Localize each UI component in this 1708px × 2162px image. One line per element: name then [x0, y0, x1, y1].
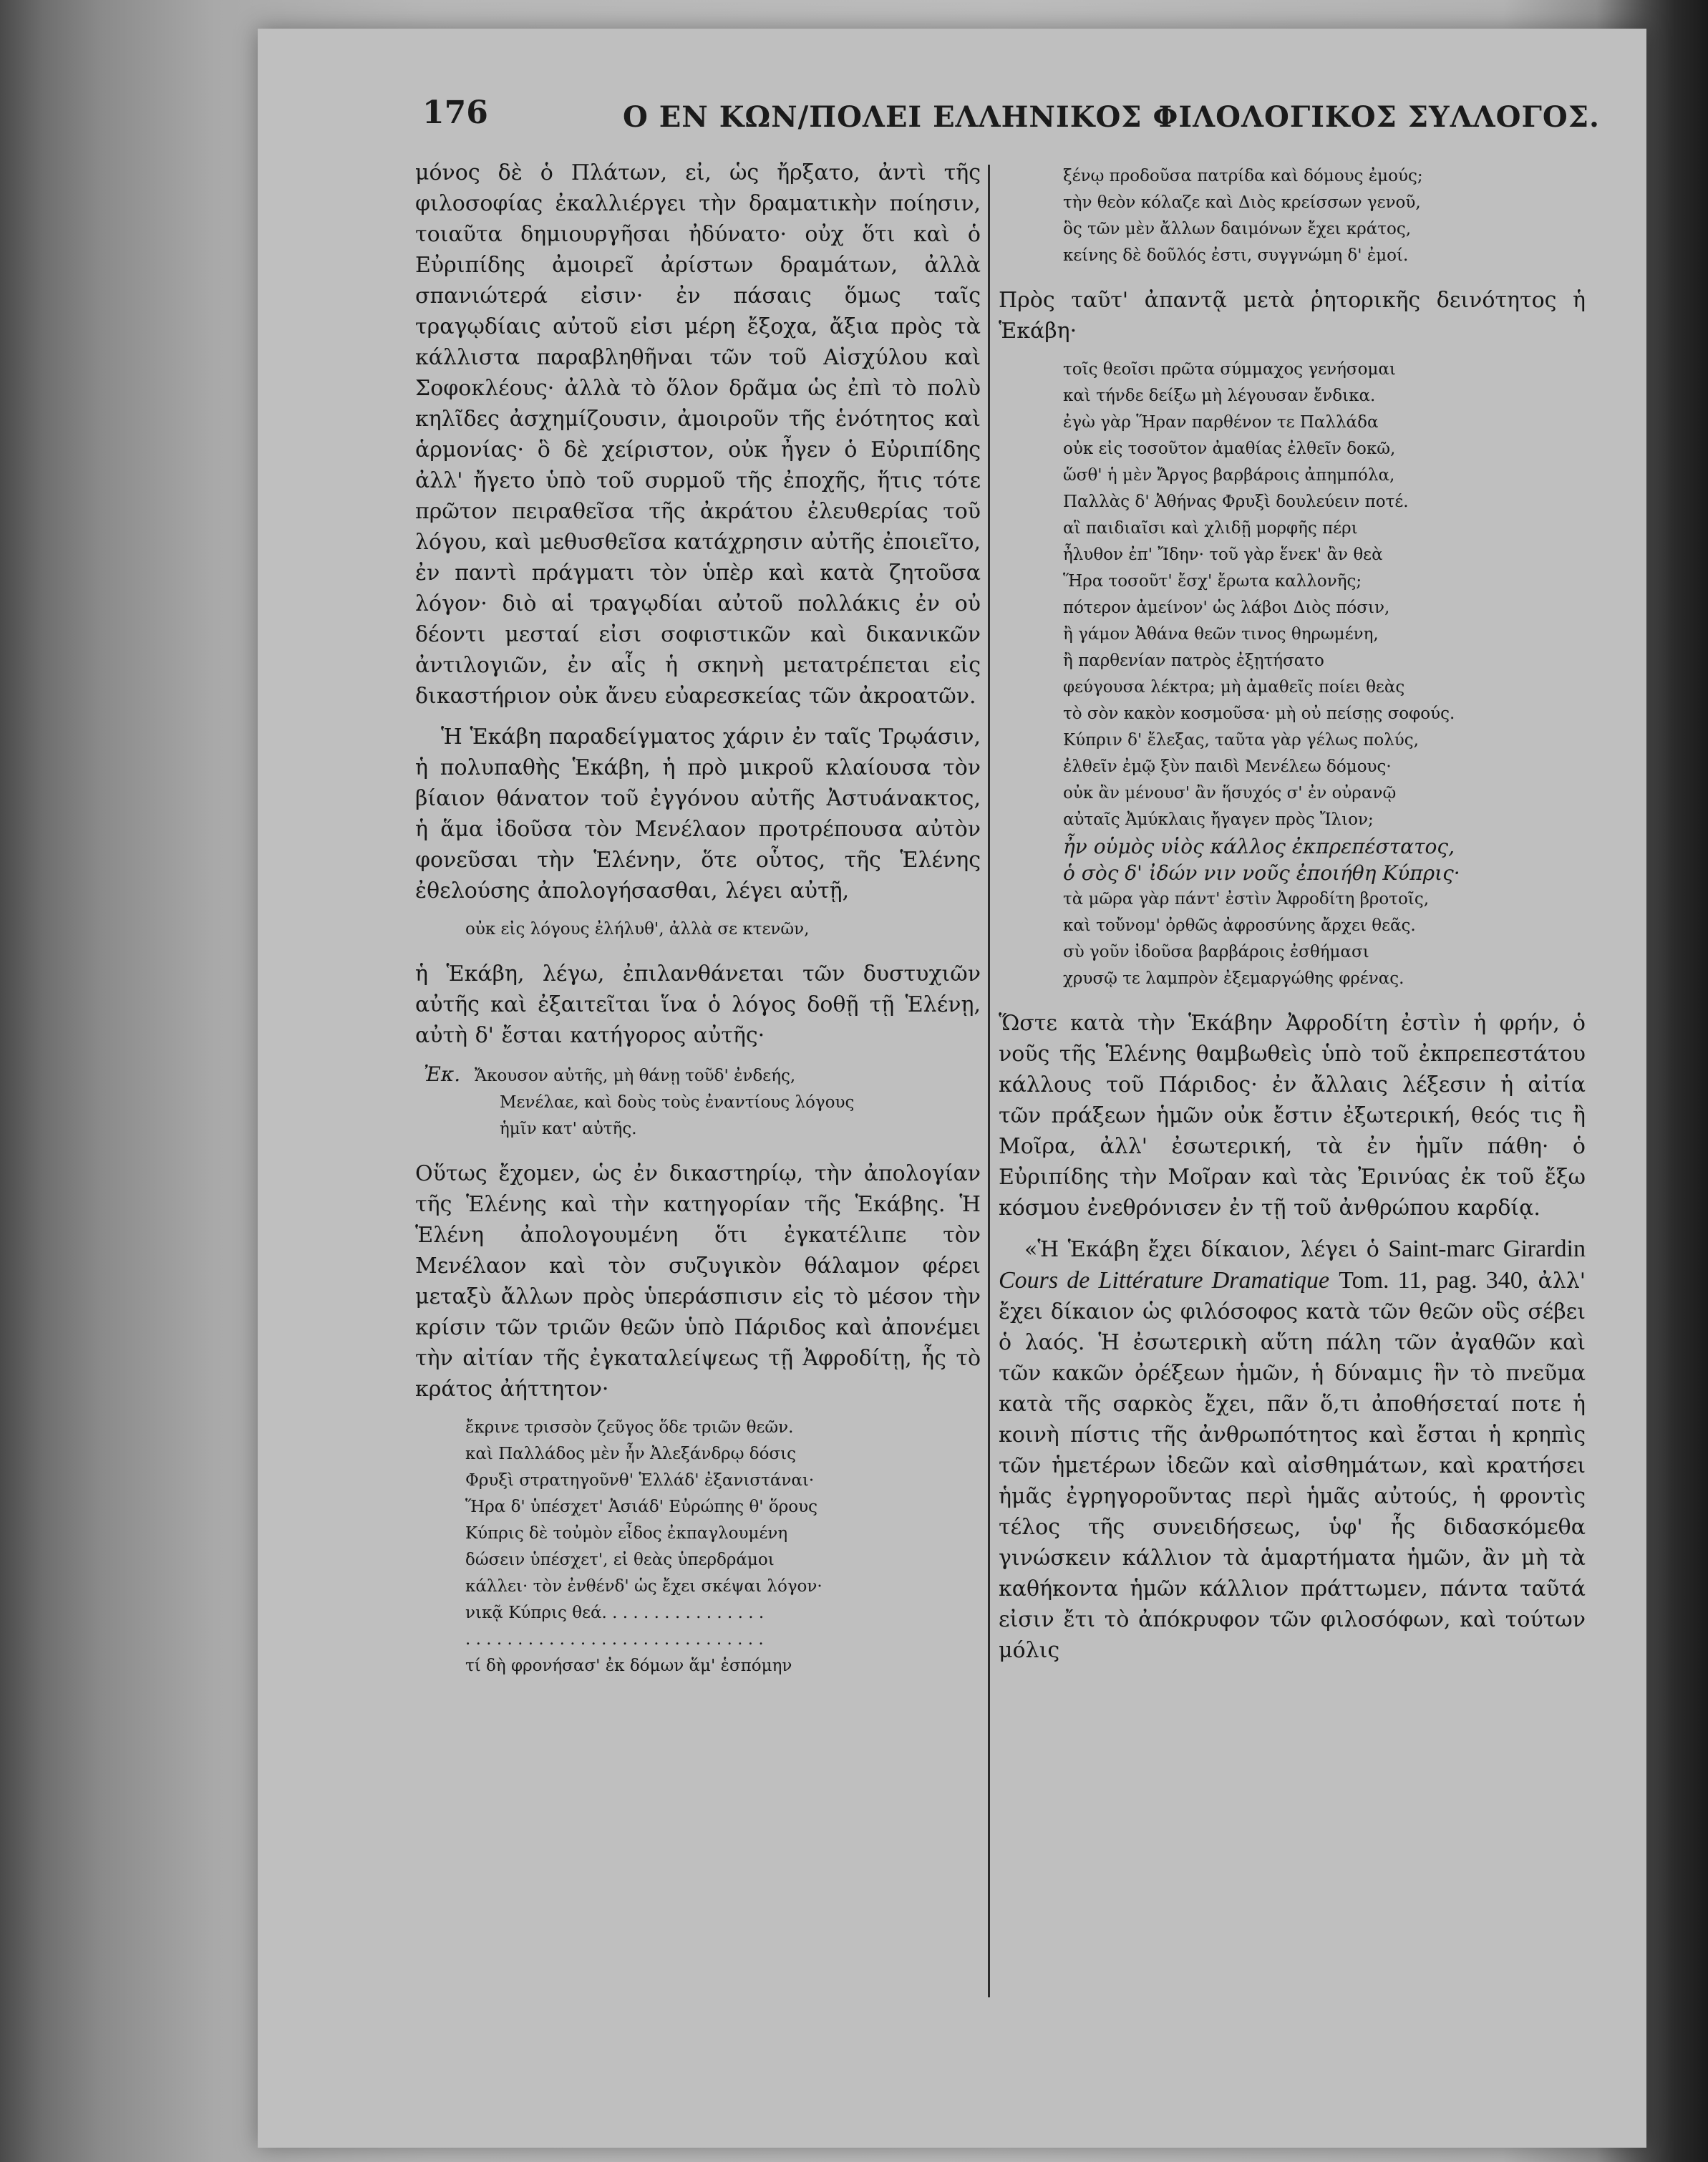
verse-line: τὰ μῶρα γὰρ πάντ' ἐστὶν Ἀφροδίτη βροτοῖς, [1063, 890, 1430, 908]
verse-line: τοῖς θεοῖσι πρῶτα σύμμαχος γενήσομαι [1063, 360, 1396, 379]
verse-line: αἳ παιδιαῖσι καὶ χλιδῇ μορφῆς πέρι [1063, 519, 1358, 538]
verse-line: Παλλὰς δ' Ἀθήνας Φρυξὶ δουλεύειν ποτέ. [1063, 493, 1409, 511]
left-paragraph-2: Ἡ Ἑκάβη παραδείγματος χάριν ἐν ταῖς Τρῳάσιν, ἡ πολυπαθὴς Ἑκάβη, ἡ πρὸ μικροῦ κλαίουσα τὸν βίαιον θάνατον τοῦ ἐγγόνου αὐτῆς Ἀστυάνακτος, ἡ ἅμα ἰδοῦσα τὸν Μενέλαον προτρέπουσα αὐτὸν φονεῦσαι τὴν Ἑλένην, ὅτε οὗτος, τῆς Ἑλένης ἐθελούσης ἀπολογήσασθαι, λέγει αὐτῇ, [415, 724, 981, 903]
verse-line: Ἥρα δ' ὑπέσχετ' Ἀσιάδ' Εὐρώπης θ' ὅρους [465, 1498, 818, 1516]
right-paragraph-2: Ὥστε κατὰ τὴν Ἑκάβην Ἀφροδίτη ἐστὶν ἡ φρήν, ὁ νοῦς τῆς Ἑλένης θαμβωθεὶς ὑπὸ τοῦ ἐκπρεπεστάτου κάλλους τοῦ Πάριδος· ἐν ἄλλαις λέξεσιν ἡ αἰτία τῶν πράξεων ἡμῶν οὐκ ἔστιν ἐξωτερική, θεός τις ἢ Μοῖρα, ἀλλ' ἐσωτερική, τὰ ἐν ἡμῖν πάθη· ὁ Εὐριπίδης τὴν Μοῖραν καὶ τὰς Ἐρινύας ἐκ τοῦ ἔξω κόσμου ἐνεθρόνισεν ἐν τῇ τοῦ ἀνθρώπου καρδίᾳ. [999, 1011, 1586, 1221]
verse-line: καὶ τήνδε δείξω μὴ λέγουσαν ἔνδικα. [1063, 387, 1376, 405]
column-divider [988, 165, 990, 1997]
left-paragraph-4: Οὕτως ἔχομεν, ὡς ἐν δικαστηρίῳ, τὴν ἀπολογίαν τῆς Ἑλένης καὶ τὴν κατηγορίαν τῆς Ἑκάβης. Ἡ Ἑλένη ἀπολογουμένη ὅτι ἐγκατέλιπε τὸν Μενέλαον καὶ τὸν συζυγικὸν θάλαμον φέρει μεταξὺ ἄλλων πρὸς ὑπεράσπισιν εἰς τὸ μέσον τὴν κρίσιν τῶν τριῶν θεῶν ὑπὸ Πάριδος καὶ ἀπονέμει τὴν αἰτίαν τῆς ἐγκαταλείψεως τῇ Ἀφροδίτῃ, ἧς τὸ κράτος ἀήττητον· [415, 1161, 981, 1402]
verse-line: σὺ γοῦν ἰδοῦσα βαρβάροις ἐσθήμασι [1063, 943, 1369, 961]
verse-line: Μενέλαε, καὶ δοὺς τοὺς ἐναντίους λόγους [500, 1093, 855, 1112]
verse-line: ἐλθεῖν ἐμῷ ξὺν παιδὶ Μενέλεω δόμους· [1063, 757, 1392, 776]
verse-line: οὐκ ἂν μένουσ' ἂν ἥσυχός σ' ἐν οὐρανῷ [1063, 784, 1397, 803]
right-verse-quote-2 [999, 357, 1586, 992]
dialogue-line [415, 1061, 981, 1090]
verse-line: Ἄκουσον αὐτῆς, μὴ θάνῃ τοῦδ' ἐνδεής, [475, 1067, 796, 1085]
page-number: 176 [422, 94, 488, 131]
work-title: Cours de Littérature Dramatique [999, 1267, 1330, 1294]
left-verse-quote-1 [415, 916, 981, 943]
verse-line: ὥσθ' ἡ μὲν Ἄργος βαρβάροις ἀπημπόλα, [1063, 466, 1395, 485]
verse-line: φεύγουσα λέκτρα; μὴ ἀμαθεῖς ποίει θεὰς [1063, 678, 1405, 697]
verse-line: οὐκ εἰς τοσοῦτον ἀμαθίας ἐλθεῖν δοκῶ, [1063, 440, 1396, 458]
verse-line: νικᾷ Κύπρις θεά. . . . . . . . . . . . . . . . [465, 1604, 765, 1622]
verse-line: οὐκ εἰς λόγους ἐλήλυθ', ἀλλὰ σε κτενῶν, [465, 920, 810, 939]
verse-line: ὃς τῶν μὲν ἄλλων δαιμόνων ἔχει κράτος, [1063, 220, 1412, 238]
right-column [999, 157, 1586, 1676]
verse-line: κάλλει· τὸν ἐνθένδ' ὡς ἔχει σκέψαι λόγον· [465, 1577, 823, 1596]
verse-line: κείνης δὲ δοῦλός ἐστι, συγγνώμη δ' ἐμοί. [1063, 246, 1409, 265]
paragraph-text: ἀλλ' ἔχει δίκαιον ὡς φιλόσοφος κατὰ τῶν θεῶν οὓς σέβει ὁ λαός. Ἡ ἐσωτερικὴ αὕτη πάλη τῶν ἀγαθῶν καὶ τῶν κακῶν ὀρέξεων ἡμῶν, ἡ δύναμις ἣν τὸ πνεῦμα κατὰ τῆς σαρκὸς ἔχει, πᾶν ὅ,τι ἀποθήσεταί ποτε ἡ κοινὴ πίστις τῆς ἀνθρωπότητος καὶ ἔσται ἡ κρηπὶς τῶν ἡμετέρων ἰδεῶν καὶ αἰσθημάτων, καὶ κρατήσει ἡμᾶς ἐγρηγοροῦντας περὶ ἡμᾶς αὐτούς, ἡ φροντὶς τέλος τῆς συνειδήσεως, ὑφ' ἧς διδασκόμεθα γινώσκειν κάλλιον τὰ ἁμαρτήματα ἡμῶν, ἂν μὴ τὰ καθήκοντα ἡμῶν κάλλιον πράττωμεν, πάντα ταῦτά εἰσιν ἔτι τὸ ἀπόκρυφον τῶν φιλοσόφων, καὶ τούτων μόλις [999, 1269, 1586, 1663]
left-paragraph-3: ἡ Ἑκάβη, λέγω, ἐπιλανθάνεται τῶν δυστυχιῶν αὐτῆς καὶ ἐξαιτεῖται ἵνα ὁ λόγος δοθῇ τῇ Ἑλένῃ, αὐτὴ δ' ἔσται κατήγορος αὐτῆς· [415, 961, 981, 1048]
speaker-label: Ἐκ. [424, 1062, 461, 1086]
verse-line: Φρυξὶ στρατηγοῦνθ' Ἑλλάδ' ἐξανιστάναι· [465, 1471, 815, 1490]
right-paragraph-3 [999, 1233, 1586, 1666]
left-paragraph-1: μόνος δὲ ὁ Πλάτων, εἰ, ὡς ἤρξατο, ἀντὶ τῆς φιλοσοφίας ἐκαλλιέργει τὴν δραματικὴν ποίησιν, τοιαῦτα δημιουργῆσαι ἠδύνατο· οὐχ ὅτι καὶ ὁ Εὐριπίδης ἀμοιρεῖ ἀρίστων δραμάτων, ἀλλὰ σπανιώτερά εἰσιν· ἐν πάσαις ὅμως ταῖς τραγῳδίαις αὐτοῦ εἰσι μέρη ἔξοχα, ἄξια πρὸς τὰ κάλλιστα παραβληθῆναι τῶν τοῦ Αἰσχύλου καὶ Σοφοκλέους· ἀλλὰ τὸ ὅλον δρᾶμα ὡς ἐπὶ τὸ πολὺ κηλῖδες ἀσχημίζουσιν, ἀμοιροῦν τῆς ἑνότητος καὶ ἁρμονίας· ὃ δὲ χείριστον, οὐκ ἦγεν ὁ Εὐριπίδης ἀλλ' ἤγετο ὑπὸ τοῦ συρμοῦ τῆς ἐποχῆς, ἥτις τότε πρῶτον πειραθεῖσα τῆς ἀκράτου ἐλευθερίας τοῦ λόγου, καὶ μεθυσθεῖσα κατάχρησιν αὐτῆς ἐποιεῖτο, ἐν παντὶ πράγματι τὸν ὑπὲρ καὶ κατὰ ζητοῦσα λόγον· διὸ αἱ τραγῳδίαι αὐτοῦ πολλάκις ἐν οὐ δέοντι μεσταί εἰσι σοφιστικῶν καὶ δικανικῶν ἀντιλογιῶν, ἐν αἷς ἡ σκηνὴ μετατρέπεται εἰς δικαστήριον οὐκ ἄνευ εὐαρεσκείας τῶν ἀκροατῶν. [415, 160, 981, 709]
verse-line: ἢ παρθενίαν πατρὸς ἐξῃτήσατο [1063, 651, 1324, 670]
right-paragraph-1: Πρὸς ταῦτ' ἀπαντᾷ μετὰ ῥητορικῆς δεινότητος ἡ Ἑκάβη· [999, 288, 1586, 344]
verse-line: Ἥρα τοσοῦτ' ἔσχ' ἔρωτα καλλονῆς; [1063, 572, 1362, 591]
verse-line: Κύπριν δ' ἔλεξας, ταῦτα γὰρ γέλως πολύς, [1063, 731, 1419, 750]
verse-line: ἐγὼ γὰρ Ἥραν παρθένον τε Παλλάδα [1063, 413, 1379, 432]
verse-line: ἢ γάμον Ἀθάνα θεῶν τινος θηρωμένη, [1063, 625, 1379, 644]
verse-line: καὶ τοὔνομ' ὀρθῶς ἀφροσύνης ἄρχει θεᾶς. [1063, 916, 1416, 935]
author-name: Saint-marc Girardin [1388, 1236, 1586, 1262]
verse-line: δώσειν ὑπέσχετ', εἰ θεὰς ὑπερδράμοι [465, 1551, 775, 1569]
left-verse-quote-2 [415, 1415, 981, 1679]
verse-line: τὸ σὸν κακὸν κοσμοῦσα· μὴ οὐ πείσῃς σοφούς. [1063, 704, 1455, 723]
verse-line: ἡμῖν κατ' αὐτῆς. [500, 1120, 637, 1138]
left-dialogue-quote [415, 1061, 981, 1143]
verse-line: αὐταῖς Ἀμύκλαις ἤγαγεν πρὸς Ἴλιον; [1063, 810, 1374, 829]
verse-line: καὶ Παλλάδος μὲν ἦν Ἀλεξάνδρῳ δόσις [465, 1445, 797, 1463]
verse-line: χρυσῷ τε λαμπρὸν ἐξεμαργώθης φρένας. [1063, 969, 1404, 988]
verse-line-handwritten: ὁ σὸς δ' ἰδών νιν νοῦς ἐποιήθη Κύπρις· [1063, 861, 1460, 885]
left-column [415, 157, 981, 1695]
verse-line: ἔκρινε τρισσὸν ζεῦγος ὅδε τριῶν θεῶν. [465, 1418, 794, 1437]
right-verse-quote-1 [999, 163, 1586, 269]
verse-line: τί δὴ φρονήσασ' ἐκ δόμων ἅμ' ἑσπόμην [465, 1657, 792, 1675]
citation-reference: Tom. 11, pag. 340, [1339, 1267, 1529, 1294]
verse-line: ξένῳ προδοῦσα πατρίδα καὶ δόμους ἐμούς; [1063, 167, 1423, 185]
verse-line: τὴν θεὸν κόλαζε καὶ Διὸς κρείσσων γενοῦ, [1063, 193, 1421, 212]
verse-line: . . . . . . . . . . . . . . . . . . . . . . . . . . . . . [465, 1630, 764, 1649]
verse-line-handwritten: ἦν οὑμὸς υἱὸς κάλλος ἐκπρεπέστατος, [1063, 835, 1455, 858]
verse-line: ἦλυθον ἐπ' Ἴδην· τοῦ γὰρ ἕνεκ' ἂν θεὰ [1063, 546, 1383, 564]
verse-line: πότερον ἀμείνον' ὡς λάβοι Διὸς πόσιν, [1063, 598, 1390, 617]
running-head: Ο ΕΝ ΚΩΝ/ΠΟΛΕΙ ΕΛΛΗΝΙΚΟΣ ΦΙΛΟΛΟΓΙΚΟΣ ΣΥΛΛΟΓΟΣ. [623, 100, 1600, 134]
verse-line: Κύπρις δὲ τοὐμὸν εἶδος ἐκπαγλουμένη [465, 1524, 788, 1543]
paragraph-text: «Ἡ Ἑκάβη ἔχει δίκαιον, λέγει ὁ [1024, 1237, 1389, 1262]
